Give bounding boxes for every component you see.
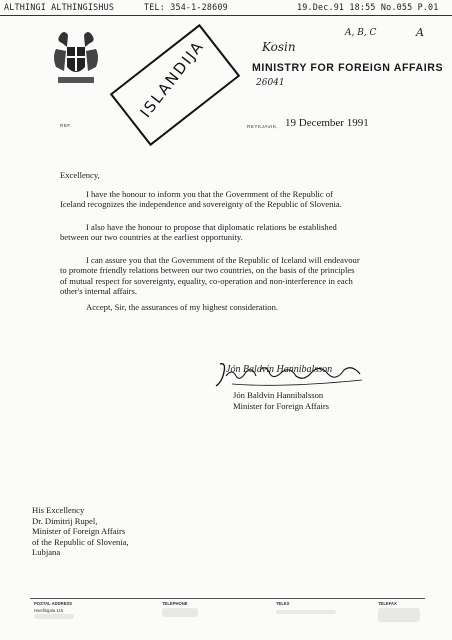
paragraph-3-line-2: to promote friendly relations between our two countries, on the basis of the principles (60, 265, 355, 276)
fax-timestamp: 19.Dec.91 18:55 No.055 P.01 (297, 2, 439, 12)
fax-tel: TEL: 354-1-28609 (144, 2, 228, 12)
footer-smudge (162, 608, 198, 617)
footer-fax-label: TELEFAX (378, 601, 397, 606)
stamp-text: ISLANDIJA (136, 37, 208, 121)
recipient-line-5: Lubjana (32, 547, 61, 557)
paragraph-3-line-1: I can assure you that the Government of the Republic of Iceland will endeavour (86, 255, 360, 265)
signatory-title: Minister for Foreign Affairs (233, 401, 330, 411)
footer-smudge (378, 608, 420, 622)
footer-telephone-label: TELEPHONE (162, 601, 188, 606)
ministry-title: MINISTRY FOR FOREIGN AFFAIRS (252, 62, 444, 74)
paragraph-2-line-2: between our two countries at the earliest opportunity. (60, 232, 243, 243)
recipient-address (32, 505, 129, 558)
paragraph-1 (60, 189, 342, 210)
coat-of-arms-icon (50, 27, 102, 89)
closing-line: Accept, Sir, the assurances of my highest consideration. (86, 302, 279, 312)
paragraph-3 (60, 255, 360, 297)
paragraph-2 (60, 222, 337, 243)
paragraph-1-line-2: Iceland recognizes the independence and sovereignty of the Republic of Slovenia. (60, 199, 342, 210)
handwritten-ref: A, B, C (345, 28, 377, 38)
footer-telex-label: TELEX (276, 601, 290, 606)
handwritten-mark: A (416, 26, 424, 39)
paragraph-3-line-4: other's internal affairs. (60, 286, 138, 297)
footer-smudge (276, 610, 336, 614)
paragraph-3-line-3: of mutual respect for sovereignty, equality, co-operation and non-interference in each (60, 275, 353, 286)
fax-header-rule (0, 15, 452, 16)
recipient-line-4: of the Republic of Slovenia, (32, 536, 129, 547)
place-label: REYKJAVIK, (247, 124, 279, 129)
paragraph-2-line-1: I also have the honour to propose that diplomatic relations be established (86, 222, 337, 232)
ref-label: REF. (60, 123, 72, 128)
footer-postal-label: POSTAL ADDRESS (34, 601, 73, 606)
signatory-name: Jón Baldvin Hannibalsson (233, 390, 324, 400)
footer-postal-value: Hverfisgata 115 (34, 608, 64, 613)
handwritten-number: 26041 (256, 78, 285, 88)
signature-handwritten: Jón Baldvin Hannibalsson (226, 364, 333, 375)
salutation: Excellency, (60, 170, 100, 180)
recipient-line-2: Dr. Dimitrij Rupel, (32, 515, 98, 526)
footer-rule (30, 598, 425, 599)
paragraph-4 (60, 302, 278, 312)
fax-sender: ALTHINGI ALTHINGISHUS (4, 2, 115, 12)
fax-header (0, 0, 452, 14)
handwritten-note: Kosin (262, 40, 296, 54)
footer-smudge (34, 614, 74, 619)
letter-date: 19 December 1991 (285, 117, 369, 129)
recipient-line-1: His Excellency (32, 505, 85, 515)
recipient-line-3: Minister of Foreign Affairs (32, 526, 126, 536)
paragraph-1-line-1: I have the honour to inform you that the Government of the Republic of (86, 189, 334, 199)
